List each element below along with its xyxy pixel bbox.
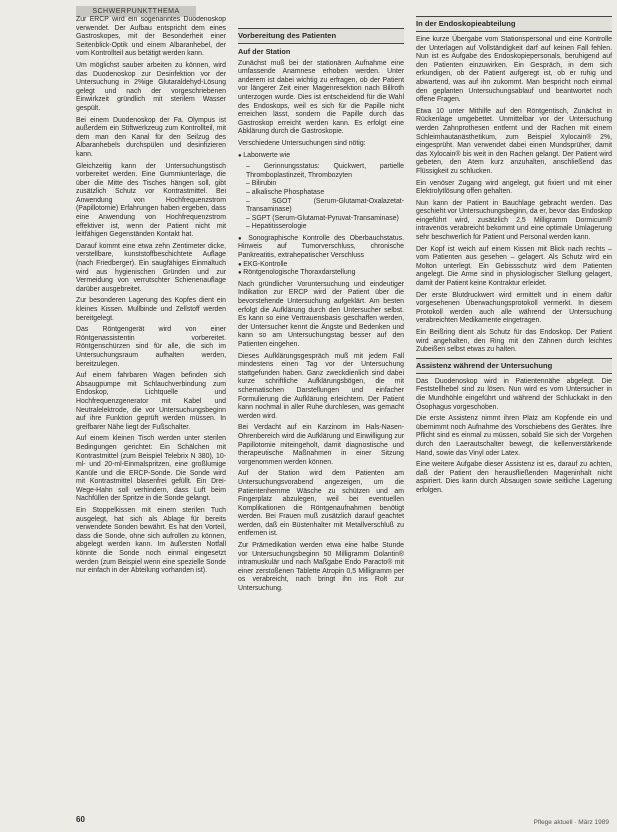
column-2 [238,28,404,812]
column-1 [76,16,226,812]
bullet-list [238,235,404,278]
section-heading: Assistenz während der Untersuchung [416,358,612,374]
paragraph: Zunächst muß bei der stationären Aufnahme eine umfassende Anamnese erhoben werden. Unter anderem ist dabei wichtig zu erfragen, ob der Patient vor längerer Zeit einer Magenresektion nach Billroth unterzogen wurde. Dies ist entscheidend für die Wahl des Endoskops, weil es sich für die Papille nicht erreichen lässt, sondern die Papille durch das Gastroskop erreicht werden kann. Es erfolgt eine Abklärung durch die Gastroskopie. [238,59,404,136]
list-intro: Verschiedene Untersuchungen sind nötig: [238,139,366,147]
paragraph: Nun kann der Patient in Bauchlage gebracht werden. Das geschieht vor Untersuchungsbeginn, da er, bevor das Endoskop eingeführt wird, zusätzlich 2,5 Milligramm Dormicum® intravenös verabreicht bekommt und eine optimale Umlagerung sehr beschwerlich für Patient und Personal werden kann. [416,199,612,242]
paragraph: Um möglichst sauber arbeiten zu können, wird das Duodenoskop zur Desinfektion vor der Untersuchung in 2%ige Glutaraldehyd-Lösung gelegt und nach der vorgeschriebenen Einwirkzeit gründlich mit sterilem Wasser gespült. [76,61,226,112]
paragraph: Das Röntgengerät wird von einer Röntgenassistentin vorbereitet. Röntgenschürzen sind für alle, die sich im Untersuchungsraum aufhalten werden, bereitzulegen. [76,326,226,368]
section-heading: Vorbereitung des Patienten [238,28,404,44]
paragraph: Eine weitere Aufgabe dieser Assistenz ist es, darauf zu achten, daß der Patient den herausfließenden Mageninhalt nicht aspiriert. Dies kann durch Absaugen sowie seitliche Lagerung erfolgen. [416,461,612,494]
section-heading: In der Endoskopieabteilung [416,16,612,32]
bullet-list [238,152,404,161]
list-item: – Gerinnungsstatus: Quickwert, partielle Thromboplastinzeit, Thrombozyten [246,163,404,180]
paragraph: Nach gründlicher Voruntersuchung und eindeutiger Indikation zur ERCP wird der Patient über die bevorstehende Untersuchung aufgeklärt. Am besten erfolgt die Aufklärung durch den Untersucher selbst. Es kann so eine Vertrauensbasis geschaffen werden, der Untersucher kennt die Ängste und Bedenken und kann so am Untersuchungstag besser auf den Patienten eingehen. [238,280,404,348]
list-item: ● EKG-Kontrolle [238,261,404,270]
paragraph: Der Kopf ist weich auf einem Kissen mit Blick nach rechts – vom Patienten aus gesehen – gelagert. Als Schutz wird ein Molton unterlegt. Ein Gebissschutz wird dem Patienten angelegt. Die Arme sind in physiologischer Stellung gelagert, damit der Patient keine Kontraktur erleidet. [416,245,612,288]
list-item: – SGPT (Serum-Glutamat-Pyruvat-Transaminase) [246,215,404,224]
paragraph: Auf der Station wird dem Patienten am Untersuchungsvorabend angezeigen, um die Patientenhemme Wäsche zu schützen und am Fingerplatz abzulegen, weil bei eventuellen Komplikationen die Röntgenaufnahmen benötigt werden. Bei Frauen muß zusätzlich darauf geachtet werden, daß ein Büstenhalter mit Metallverschluß zu entfernen ist. [238,470,404,538]
paragraph: Zur besonderen Lagerung des Kopfes dient ein kleines Kissen. Mullbinde und Zellstoff werden bereitgelegt. [76,297,226,322]
subheading: Auf der Station [238,47,291,56]
list-item: ● Röntgenologische Thoraxdarstellung [238,269,404,278]
paragraph: Dieses Aufklärungsgespräch muß mit jedem Fall mindestens einen Tag vor der Untersuchung stattgefunden haben. Ganz zweckdienlich sind dabei kurze schriftliche Aufklärungsbögen, die mit schematischen Darstellungen und einfacher Formulierung die Aufklärung erleichtern. Der Patient kann nochmal in aller Ruhe durchlesen, was gemacht werden wird. [238,352,404,420]
list-item: – SGOT (Serum-Glutamat-Oxalazetat-Transaminase) [246,198,404,215]
paragraph: Ein Stoppelkissen mit einem sterilen Tuch ausgelegt, hat sich als Ablage für bereits verwendete Sonden bewährt. Es hat den Vorteil, dass die Sonde, ohne sich aufrollen zu können, abgelegt werden kann. Im äußersten Notfall könnte die Sonde noch einmal eingesetzt werden (zum Beispiel wenn eine spezielle Sonde nur einfach in der Abteilung vorhanden ist). [76,507,226,575]
section-label: SCHWERPUNKTTHEMA [76,6,196,17]
column-3 [416,16,612,812]
page-number: 60 [76,815,85,824]
paragraph: Ein Beißring dient als Schutz für das Endoskop. Der Patient wird angehalten, den Ring mit den Zähnen durch leichtes Zubeißen selbst etwas zu halten. [416,329,612,354]
footer-text: Pflege aktuell · März 1989 [533,819,609,826]
list-item: ● Laborwerte wie [238,152,404,161]
paragraph: Das Duodenoskop wird in Patientennähe abgelegt. Die Feststellhebel sind zu lösen. Nun wird es vom Untersucher in die Mundhöhle eingeführt und während der Schluckakt in den Ösophagus vorgeschoben. [416,377,612,411]
paragraph: Auf einem fahrbaren Wagen befinden sich Absaugpumpe mit Schlauchverbindung zum Endoskop, Lichtquelle und Hochfrequenzgenerator mit Kabel und Neutralelektrode, die vor Untersuchungsbeginn auf ihre Funktion geprüft werden müssen. In greifbarer Nähe liegt der Fußschalter. [76,372,226,431]
paragraph: Darauf kommt eine etwa zehn Zentimeter dicke, verstellbare, kunststoffbeschichtete Auflage (nach Friedberger). Ein saugfähiges Einmaltuch wird aus hygienischen Gründen und zur Vermeidung von verrutschter Schienenauflage darüber ausgebreitet. [76,242,226,293]
paragraph: Bei einem Duodenoskop der Fa. Olympus ist außerdem ein Stiftwerkzeug zum Kontrollteil, mit dem man den Kanal für den Seilzug des Albaranhebels durchspülen und desinfizieren kann. [76,116,226,158]
paragraph: Etwa 10 unter Mithilfe auf den Röntgentisch, Zunächst in Rückenlage umgebettet. Unmittelbar vor der Untersuchung werden Zahnprothesen entfernt und der Rachen mit einem Schleimhautanästhetikum, zum Beispiel Xylocain® 2%, eingesprüht. Man verwendet dabei einen Mundsprüher, damit das Xylocain® bis weit in den Rachen gelangt. Der Patient wird gebeten, den Atem kurz anzuhalten, anschließend das Flüssigkeit zu schlucken. [416,107,612,175]
paragraph: Ein venöser Zugang wird angelegt, gut fixiert und mit einer Elektrolytlösung offen gehalten. [416,179,612,196]
paragraph: Auf einem kleinen Tisch werden unter sterilen Bedingungen gerichtet: Ein Schälchen mit Kontrastmittel (zum Beispiel Telebrix N 380), 10-ml- und 20-ml-Einmalspritzen, eine großlumige Kanüle und die ERCP-Sonde. Die Sonde wird mit Kontrastmittel blasenfrei gefüllt. Ein Drei-Wege-Hahn soll verhindern, dass Luft beim Nachfüllen der Spritze in die Sonde gelangt. [76,435,226,503]
paragraph: Gleichzeitig kann der Untersuchungstisch vorbereitet werden. Eine Gummiunterlage, die über die Mitte des Tisches hängen soll, gibt zusätzlich Schutz vor Kontrastmittel. Bei Anwendung von Hochfrequenzstrom (Papillotomie) Erfahrungen haben ergeben, dass eine Anwendung von Hochfrequenzstrom effektiver ist, wenn der Patient nicht mit leitfähigen Gegenständen Kontakt hat. [76,162,226,239]
lab-list [238,163,404,232]
list-item: ● Sonographische Kontrolle des Oberbauchstatus. Hinweis auf Tumorverschluss, chronische Pankreatitis, extrahepatischer Verschluss [238,235,404,261]
paragraph: Der erste Blutdruckwert wird ermittelt und in einem dafür vorgesehenen Überwachungsprotokoll vermerkt. In diesem Protokoll werden auch alle während der Untersuchung verabreichten Medikamente eingetragen. [416,291,612,325]
paragraph: Bei Verdacht auf ein Karzinom im Hals-Nasen-Ohrenbereich wird die Aufklärung und Einwilligung zur Papillotomie miteingeholt, damit diagnostische und therapeutische Maßnahmen in einer Sitzung vorgenommen werden können. [238,424,404,466]
list-item: – alkalische Phosphatase [246,189,404,198]
paragraph: Zur Prämedikation werden etwa eine halbe Stunde vor Untersuchungsbeginn 50 Milligramm Dolantin® intramuskulär und nach Maßgabe Endo Paracto® mit einer zerstoßenen Tablette Atropin 0,5 Milligramm per os verabreicht, nach bringt ihn ins Rolt zur Untersuchung. [238,542,404,593]
paragraph: Die erste Assistenz nimmt ihren Platz am Kopfende ein und übernimmt noch Aufnahme des Vorschiebens des Gerätes. Ihre Pflicht sind es einmal zu müssen, sobald Sie sich der Vorgehen durch den Laerautschalter bewegt, die kellenverstärkende Hand, sowie das Vinyl oder Latex. [416,415,612,457]
list-item: – Hepatitisserologie [246,223,404,232]
list-item: – Bilirubin [246,180,404,189]
paragraph: Eine kurze Übergabe vom Stationspersonal und eine Kontrolle der Unterlagen auf Vollständigkeit darf auf keinen Fall fehlen. Nun ist es Aufgabe des Endoskopiepersonals, beruhigend auf den Patienten einzuwirken. Ein Gespräch, in dem sich erkundigen, ob der Patient aufgeregt ist, ob er ruhig und abwartend, was auf ihn zukommt. Man bespricht noch einmal den geplanten Untersuchungsablauf und beantwortet noch offene Fragen. [416,36,612,104]
paragraph: Zur ERCP wird ein sogenanntes Duodenoskop verwendet. Der Aufbau entspricht dem eines Gastroskopes, mit der Besonderheit einer Seitenblick-Optik und einem Albaranhebel, der vom Kontrollteil aus betätigt werden kann. [76,16,226,58]
